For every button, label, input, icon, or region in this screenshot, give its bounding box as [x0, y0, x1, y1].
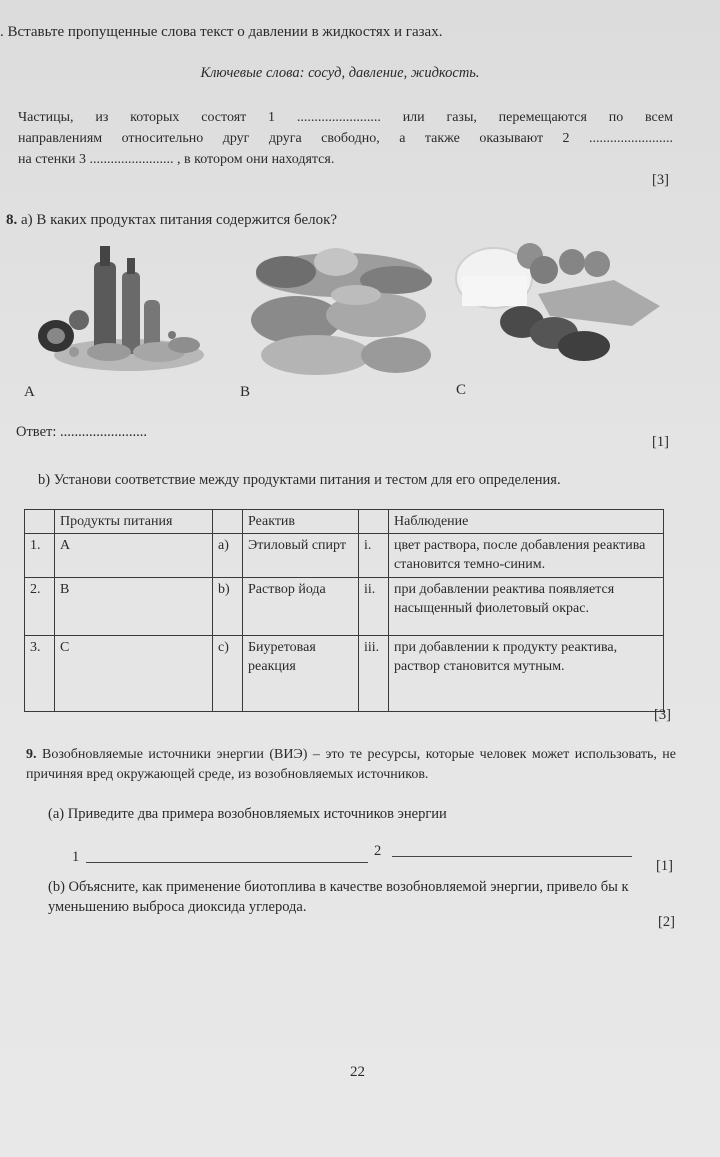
keywords-line: Ключевые слова: сосуд, давление, жидкость.	[200, 65, 480, 81]
food-image-a	[34, 240, 204, 375]
q7-line-1: Частицы, из которых состоят 1 ........................ или газы, перемещаются по всем	[18, 110, 673, 125]
question-7-title: . Вставьте пропущенные слова текст о давлении в жидкостях и газах.	[0, 24, 443, 40]
row-number: 2.	[25, 578, 55, 636]
q7-line-2: направлениям относительно друг друга свободно, а также оказывают 2 ........................	[18, 131, 673, 146]
header-empty-1	[25, 510, 55, 534]
q8b-marks: [3]	[654, 707, 671, 723]
row-observation-number: iii.	[359, 636, 389, 712]
row-reagent-letter: b)	[213, 578, 243, 636]
answer-line[interactable]: Ответ: ........................	[16, 424, 147, 440]
table-row	[25, 636, 664, 712]
row-reagent-letter: c)	[213, 636, 243, 712]
row-observation: при добавлении к продукту реактива, раствор становится мутным.	[389, 636, 664, 712]
eggs-cheese-meat-illustration	[454, 238, 664, 368]
header-observation: Наблюдение	[389, 510, 664, 534]
row-product: A	[55, 534, 213, 578]
table-header-row	[25, 510, 664, 534]
header-empty-3	[359, 510, 389, 534]
answer-blank-1[interactable]	[86, 862, 368, 863]
question-9-intro	[26, 745, 676, 785]
image-label-c: C	[456, 382, 467, 398]
blank-1-label: 1	[72, 849, 80, 865]
row-observation: цвет раствора, после добавления реактива становится темно-синим.	[389, 534, 664, 578]
q9b-marks: [2]	[658, 914, 675, 930]
oils-nuts-illustration	[34, 240, 204, 375]
row-observation-number: i.	[359, 534, 389, 578]
row-reagent-letter: a)	[213, 534, 243, 578]
header-products: Продукты питания	[55, 510, 213, 534]
row-product: C	[55, 636, 213, 712]
page-number: 22	[350, 1064, 365, 1080]
food-image-b	[246, 240, 436, 380]
table-row	[25, 534, 664, 578]
question-9a: (a) Приведите два примера возобновляемых источников энергии	[48, 806, 447, 822]
q8-number: 8.	[6, 212, 18, 228]
row-observation: при добавлении реактива появляется насыщенный фиолетовый окрас.	[389, 578, 664, 636]
q9-intro-text: Возобновляемые источники энергии (ВИЭ) – это те ресурсы, которые человек может использовать, не причиняя вред окружающей среде, из возобновляемых источников.	[26, 747, 677, 782]
question-7-paragraph	[18, 107, 673, 170]
blank-2-label: 2	[374, 843, 382, 859]
header-empty-2	[213, 510, 243, 534]
q8-title-text: а) В каких продуктах питания содержится белок?	[17, 212, 338, 228]
row-product: B	[55, 578, 213, 636]
q9a-marks: [1]	[656, 858, 673, 874]
grains-bread-illustration	[246, 240, 436, 380]
matching-table	[24, 509, 664, 712]
q7-marks: [3]	[652, 172, 669, 188]
row-number: 3.	[25, 636, 55, 712]
row-observation-number: ii.	[359, 578, 389, 636]
row-number: 1.	[25, 534, 55, 578]
row-reagent: Этиловый спирт	[243, 534, 359, 578]
answer-blank-2[interactable]	[392, 856, 632, 857]
row-reagent: Раствор йода	[243, 578, 359, 636]
header-reagent: Реактив	[243, 510, 359, 534]
image-label-b: B	[240, 384, 251, 400]
image-label-a: A	[24, 384, 35, 400]
question-8b-title: b) Установи соответствие между продуктами питания и тестом для его определения.	[38, 472, 561, 488]
question-8-title	[6, 212, 337, 229]
question-9b: (b) Объясните, как применение биотоплива в качестве возобновляемой энергии, привело бы к уменьшению выброса диоксида углерода.	[48, 879, 629, 915]
q8a-marks: [1]	[652, 434, 669, 450]
table-row	[25, 578, 664, 636]
food-image-c	[454, 238, 664, 368]
q7-line-3: на стенки 3 ........................ , в котором они находятся.	[18, 152, 335, 167]
q9-number: 9.	[26, 747, 37, 762]
row-reagent: Биуретовая реакция	[243, 636, 359, 712]
